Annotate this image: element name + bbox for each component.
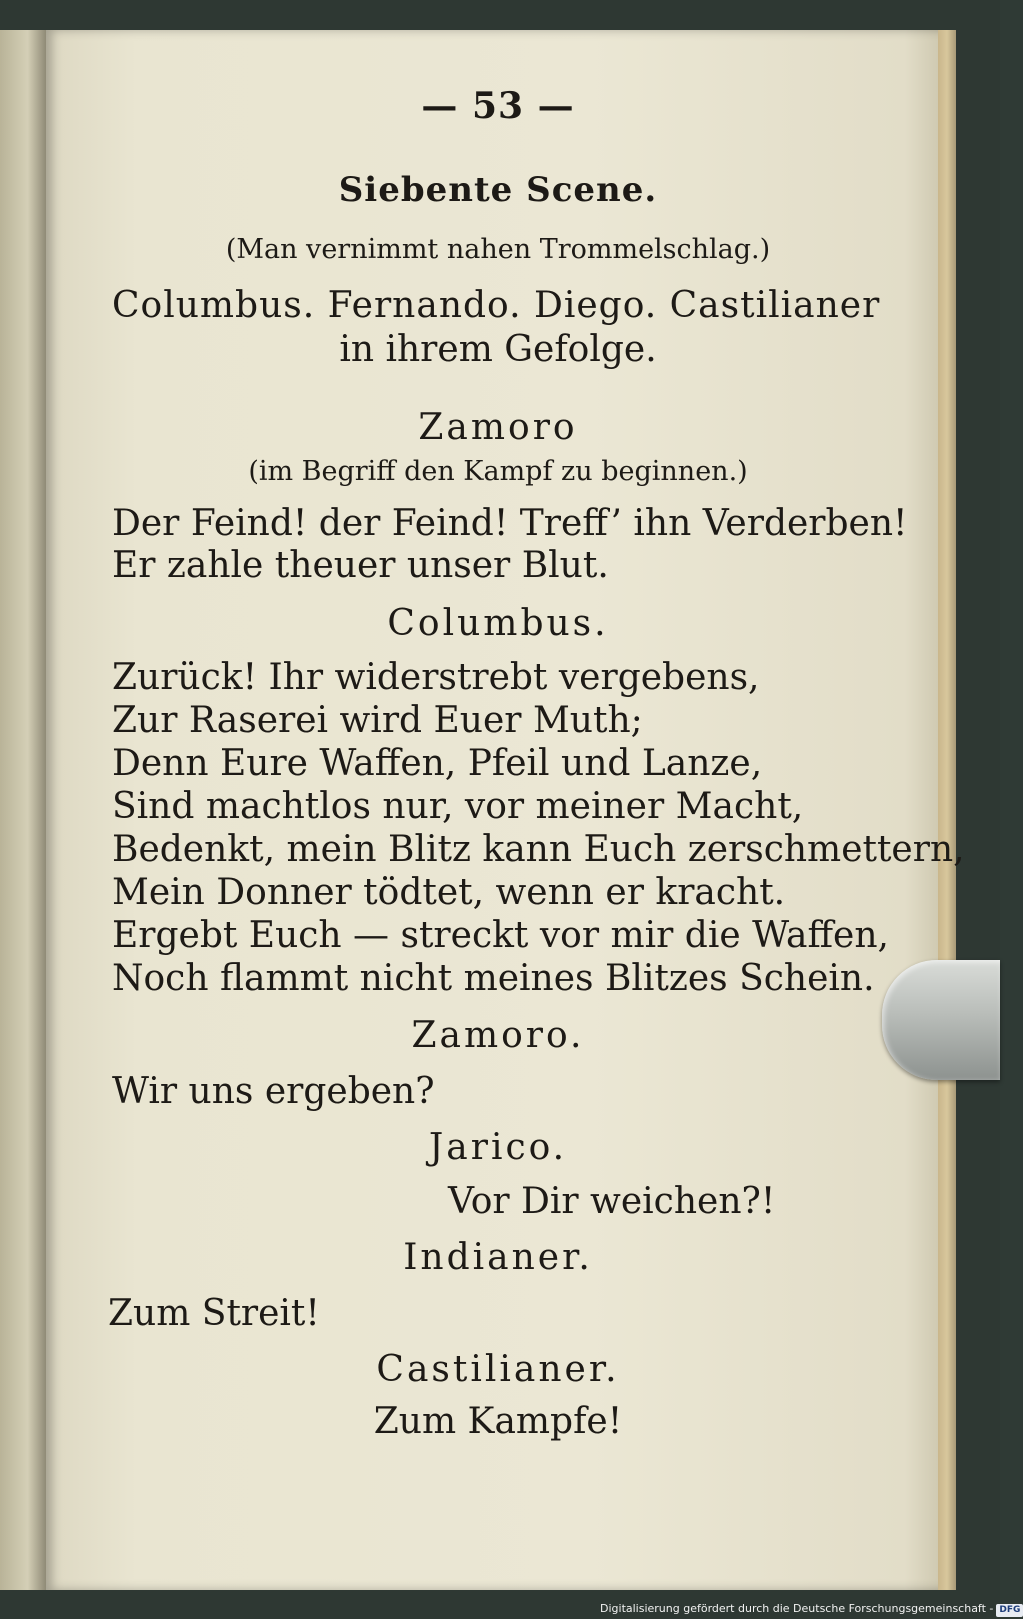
speaker-name: Zamoro. (411, 1015, 585, 1056)
verse-line: Wir uns ergeben? (112, 1071, 435, 1112)
scene-title: Siebente Scene. (338, 170, 658, 210)
credit-text: Digitalisierung gefördert durch die Deutsche Forschungsgemeinschaft - (600, 1602, 994, 1615)
verse-line: Vor Dir weichen?! (448, 1181, 776, 1222)
verse-line: Denn Eure Waffen, Pfeil und Lanze, (112, 743, 763, 784)
stage-direction: (Man vernimmt nahen Trommelschlag.) (225, 234, 771, 265)
speaker-name: Zamoro (418, 407, 578, 448)
speaker-name: Indianer. (403, 1237, 593, 1278)
verse-line: Noch flammt nicht meines Blitzes Schein. (112, 958, 875, 999)
character-list-line: Columbus. Fernando. Diego. Castilianer (112, 285, 881, 326)
previous-page-edge (0, 30, 46, 1590)
verse-line: Bedenkt, mein Blitz kann Euch zerschmettern, (112, 829, 965, 870)
verse-line: Sind machtlos nur, vor meiner Macht, (112, 786, 804, 827)
speaker-name: Castilianer. (376, 1349, 620, 1390)
speaker-name: Columbus. (387, 603, 609, 644)
verse-line: Zur Raserei wird Euer Muth; (112, 700, 643, 741)
digitization-credit (600, 1598, 1021, 1619)
page-number: — 53 — (421, 85, 575, 127)
verse-line: Der Feind! der Feind! Treff’ ihn Verderben! (112, 503, 908, 544)
verse-line: Mein Donner tödtet, wenn er kracht. (112, 872, 786, 913)
verse-line: Zum Kampfe! (373, 1401, 623, 1442)
speaker-name: Jarico. (428, 1127, 568, 1168)
verse-line: Zurück! Ihr widerstrebt vergebens, (112, 657, 760, 698)
verse-line: Er zahle theuer unser Blut. (112, 545, 609, 586)
verse-line: Ergebt Euch — streckt vor mir die Waffen, (112, 915, 889, 956)
stage-direction: (im Begriff den Kampf zu beginnen.) (248, 456, 748, 487)
dfg-logo: DFG (996, 1604, 1023, 1617)
character-list-line: in ihrem Gefolge. (339, 329, 657, 370)
page-content (46, 30, 965, 1590)
verse-line: Zum Streit! (108, 1293, 320, 1334)
